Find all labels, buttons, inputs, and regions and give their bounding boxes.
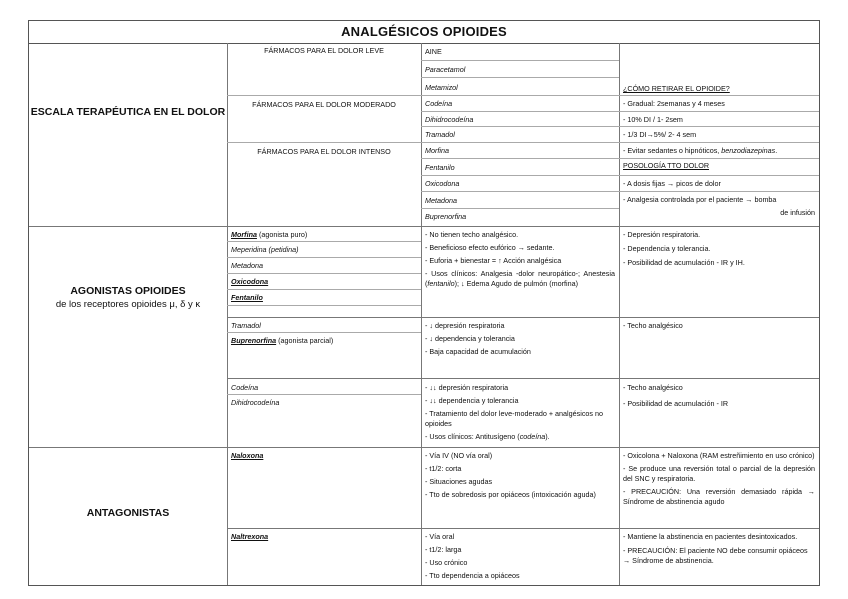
- drug-paracetamol: Paracetamol: [425, 65, 466, 74]
- drug-aine: AINE: [425, 47, 442, 56]
- retirar-item-italic: benzodiazepinas: [721, 146, 776, 155]
- row-divider: [619, 111, 819, 112]
- effect-item: - Baja capacidad de acumulación: [425, 347, 531, 356]
- section-divider: [29, 226, 819, 227]
- risk-item: - Posibilidad de acumulación - IR: [623, 399, 729, 408]
- drug-metamizol: Metamizol: [425, 83, 458, 92]
- naltrexona-notes: [623, 532, 815, 566]
- effect-item: - Uso crónico: [425, 558, 468, 567]
- row-divider: [421, 111, 619, 112]
- group-divider: [227, 528, 819, 529]
- dolor-intenso-label: FÁRMACOS PARA EL DOLOR INTENSO: [257, 147, 391, 156]
- group1-effects: [425, 230, 615, 289]
- row-divider: [421, 77, 619, 78]
- effect-text: - Usos clínicos: Antitusígeno (: [425, 432, 520, 441]
- posologia-item: de infusión: [780, 208, 815, 217]
- effect-item: - t1/2: larga: [425, 545, 462, 554]
- effect-item: [425, 269, 615, 289]
- section-divider: [29, 447, 819, 448]
- effect-item: - ↓↓ dependencia y tolerancia: [425, 396, 519, 405]
- column-divider: [421, 43, 422, 585]
- row-divider: [227, 95, 421, 96]
- posologia-item: - A dosis fijas → picos de dolor: [623, 179, 721, 188]
- effect-item: - Tto dependencia a opiáceos: [425, 571, 520, 580]
- row-divider: [421, 95, 619, 96]
- naloxona-effects: [425, 451, 615, 500]
- naltrexona-effects: [425, 532, 615, 581]
- row-divider: [421, 142, 619, 143]
- group1-risks: [623, 230, 815, 268]
- row-divider: [227, 332, 421, 333]
- drug-buprenorfina-agonista: [231, 336, 333, 346]
- dolor-moderado-label: FÁRMACOS PARA EL DOLOR MODERADO: [252, 100, 396, 109]
- risk-item: - Dependencia y tolerancia.: [623, 244, 711, 253]
- drug-metadona: Metadona: [425, 196, 457, 205]
- drug-name: Buprenorfina: [231, 336, 277, 345]
- row-divider: [227, 257, 421, 258]
- drug-naltrexona: Naltrexona: [231, 532, 269, 541]
- note-item: - Mantiene la abstinencia en pacientes desintoxicados.: [623, 532, 798, 541]
- group-divider: [227, 317, 819, 318]
- row-divider: [619, 158, 819, 159]
- agonistas-label-line1: AGONISTAS OPIOIDES: [70, 285, 186, 297]
- effect-item: - ↓↓ depresión respiratoria: [425, 383, 509, 392]
- drug-morfina-agonista: [231, 230, 307, 240]
- naloxona-notes: [623, 451, 815, 507]
- note-item: - Se produce una reversión total o parcial de la depresión del SNC y respiratoria.: [623, 464, 815, 483]
- row-divider: [227, 142, 421, 143]
- retirar-item-end: .: [775, 146, 778, 155]
- effect-item: - No tienen techo analgésico.: [425, 230, 519, 239]
- posologia-title: POSOLOGÍA TTO DOLOR: [623, 161, 710, 170]
- row-divider: [619, 142, 819, 143]
- row-divider: [421, 126, 619, 127]
- retirar-item: - 1/3 DI→5%/ 2- 4 sem: [623, 130, 697, 139]
- retirar-item-text: - Evitar sedantes o hipnóticos,: [623, 146, 722, 155]
- drug-tramadol-agonista: Tramadol: [231, 321, 261, 330]
- row-divider: [619, 95, 819, 96]
- row-divider: [227, 394, 421, 395]
- agonistas-label-line2: de los receptores opioides μ, δ y κ: [55, 299, 201, 310]
- posologia-item: - Analgesia controlada por el paciente → bomba: [623, 195, 777, 204]
- effect-end: ); ↓ Edema Agudo de pulmón (morfina): [454, 279, 579, 288]
- note-item: - PRECAUCIÓN: El paciente NO debe consumir opiáceos → Síndrome de abstinencia.: [623, 546, 808, 565]
- effect-item: - Euforia + bienestar = ↑ Acción analgésica: [425, 256, 562, 265]
- drug-metadona-agonista: Metadona: [231, 261, 263, 270]
- row-divider: [421, 60, 619, 61]
- drug-note: (agonista parcial): [276, 336, 334, 345]
- group3-risks: [623, 383, 815, 409]
- retirar-item: [623, 146, 777, 156]
- effect-item: - Tto de sobredosis por opiáceos (intoxicación aguda): [425, 490, 596, 499]
- group2-risks: - Techo analgésico: [623, 321, 683, 330]
- effect-text: - Usos clínicos: Analgesia -dolor neuropático-; Anestesia (: [425, 269, 615, 288]
- effect-item: - ↓ dependencia y tolerancia: [425, 334, 515, 343]
- drug-oxicodona: Oxicodona: [425, 179, 460, 188]
- drug-fentanilo: Fentanilo: [425, 163, 455, 172]
- effect-item: - Vía oral: [425, 532, 455, 541]
- row-divider: [227, 305, 421, 306]
- note-item: - PRECAUCIÓN: Una reversión demasiado rápida → Síndrome de abstinencia agudo: [623, 487, 815, 506]
- row-divider: [619, 175, 819, 176]
- risk-item: - Posibilidad de acumulación - IR y IH.: [623, 258, 745, 267]
- dolor-leve-label: FÁRMACOS PARA EL DOLOR LEVE: [264, 46, 384, 55]
- risk-item: - Techo analgésico: [623, 383, 683, 392]
- drug-codeina: Codeína: [425, 99, 453, 108]
- row-divider: [227, 289, 421, 290]
- row-divider: [619, 126, 819, 127]
- escala-section-label: ESCALA TERAPÉUTICA EN EL DOLOR: [30, 106, 226, 118]
- drug-codeina-agonista: Codeína: [231, 383, 259, 392]
- drug-dihidrocodeina: Dihidrocodeína: [425, 115, 474, 124]
- drug-buprenorfina: Buprenorfina: [425, 212, 467, 221]
- antagonistas-section-label: ANTAGONISTAS: [86, 507, 170, 519]
- effect-end: ).: [545, 432, 550, 441]
- row-divider: [227, 273, 421, 274]
- drug-morfina: Morfina: [425, 146, 449, 155]
- drug-tramadol: Tramadol: [425, 130, 455, 139]
- group-divider: [227, 378, 819, 379]
- effect-item: - ↓ depresión respiratoria: [425, 321, 505, 330]
- effect-item: - Beneficioso efecto eufórico → sedante.: [425, 243, 555, 252]
- retirar-title: ¿CÓMO RETIRAR EL OPIOIDE?: [623, 84, 730, 93]
- column-divider: [227, 43, 228, 585]
- group2-effects: [425, 321, 615, 357]
- drug-name: Morfina: [231, 230, 257, 239]
- effect-italic: codeína: [519, 432, 546, 441]
- drug-naloxona: Naloxona: [231, 451, 264, 460]
- drug-meperidina: Meperidina (petidina): [231, 245, 299, 254]
- note-item: - Oxicolona + Naloxona (RAM estreñimiento en uso crónico): [623, 451, 815, 460]
- effect-italic: fentanilo: [427, 279, 455, 288]
- row-divider: [227, 241, 421, 242]
- row-divider: [619, 191, 819, 192]
- effect-item: - t1/2: corta: [425, 464, 462, 473]
- row-divider: [421, 175, 619, 176]
- drug-note: (agonista puro): [256, 230, 308, 239]
- effect-item: - Situaciones agudas: [425, 477, 493, 486]
- group3-effects: [425, 383, 615, 442]
- effect-item: - Tratamiento del dolor leve-moderado + analgésicos no opioides: [425, 409, 603, 428]
- retirar-item: - Gradual: 2semanas y 4 meses: [623, 99, 725, 108]
- drug-oxicodona-agonista: Oxicodona: [231, 277, 269, 286]
- row-divider: [421, 158, 619, 159]
- column-divider: [619, 43, 620, 585]
- page-title: ANALGÉSICOS OPIOIDES: [29, 21, 819, 44]
- opioid-table: [28, 20, 820, 586]
- row-divider: [421, 191, 619, 192]
- effect-item: - Vía IV (NO vía oral): [425, 451, 493, 460]
- retirar-item: - 10% DI / 1- 2sem: [623, 115, 683, 124]
- row-divider: [421, 208, 619, 209]
- risk-item: - Depresión respiratoria.: [623, 230, 701, 239]
- effect-item: [425, 432, 615, 442]
- agonistas-section-label: [29, 285, 227, 311]
- drug-dihidrocodeina-agonista: Dihidrocodeína: [231, 398, 280, 407]
- drug-fentanilo-agonista: Fentanilo: [231, 293, 263, 302]
